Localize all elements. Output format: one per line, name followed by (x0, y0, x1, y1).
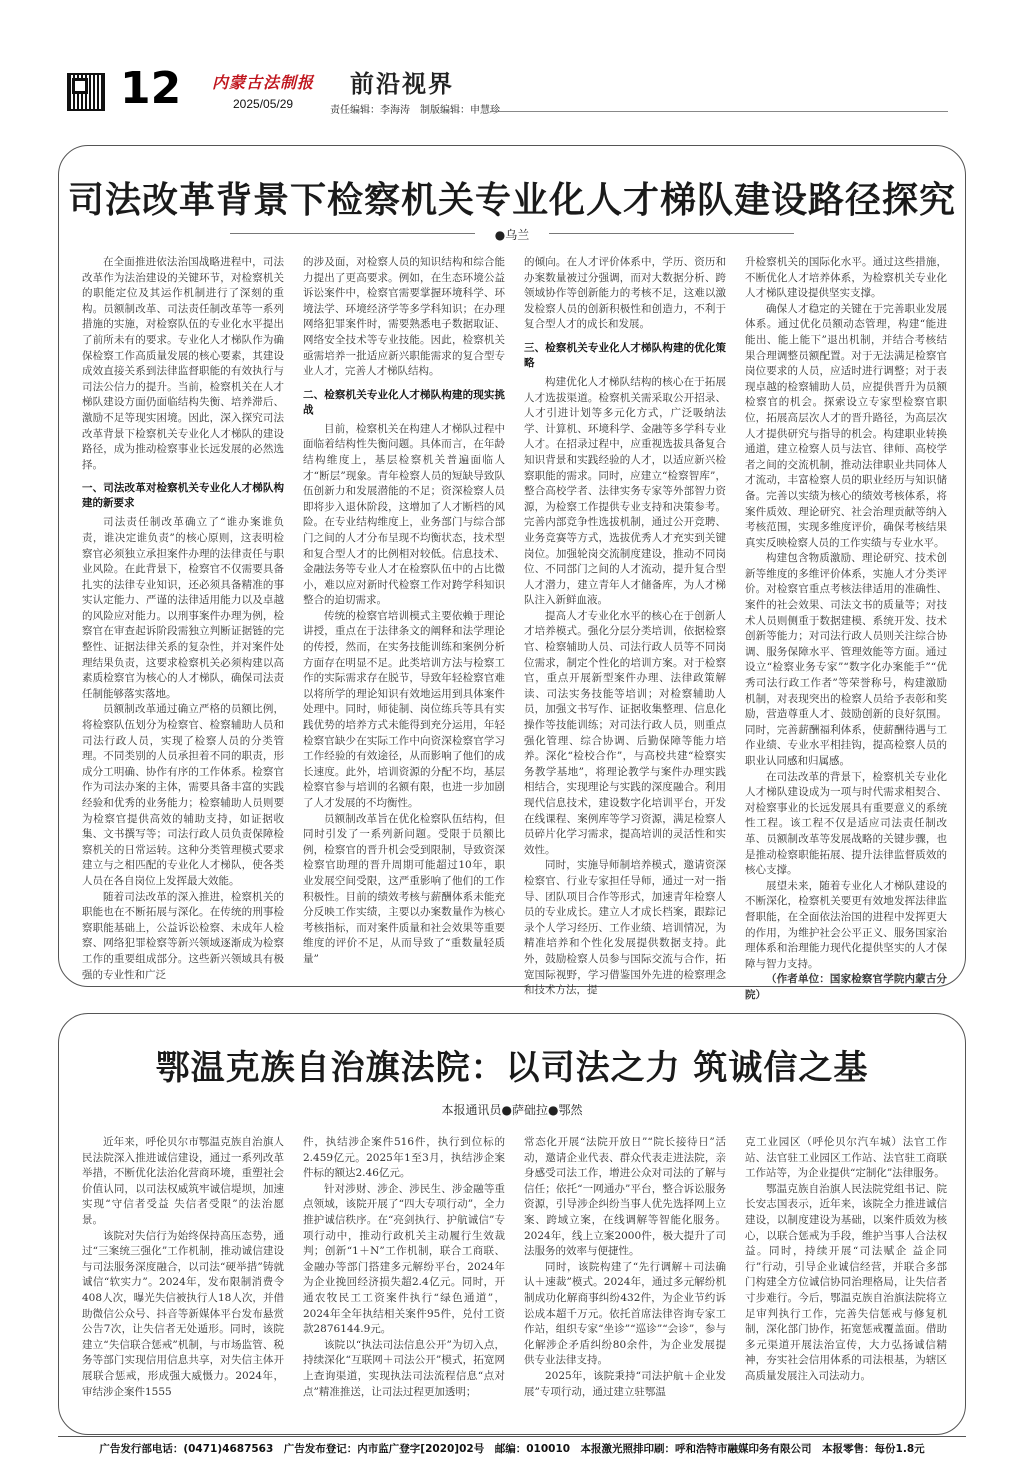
header-divider (490, 111, 948, 112)
byline-rule-right (549, 233, 794, 234)
paragraph: 构建包含物质激励、理论研究、技术创新等维度的多维评价体系，实施人才分类评价。对检察官重点考核法律适用的准确性、案件的社会效果、司法文书的质量等；对技术人员则侧重于数据建模、系统开发、技术创新等能力；对司法行政人员则关注综合协调、服务保障水平、管理效能等方面。通过设立“检察业务专家”“数字化办案能手”“优秀司法行政工作者”等荣誉称号，构建激励机制，对表现突出的检察人员给予表彰和奖励，营造尊重人才、鼓励创新的良好氛围。同时，完善薪酬福利体系，使薪酬待遇与工作业绩、专业水平相挂钩，提高检察人员的职业认同感和归属感。 (745, 552, 947, 767)
paragraph: 随着司法改革的深入推进，检察机关的职能也在不断拓展与深化。在传统的刑事检察职能基础上，公益诉讼检察、未成年人检察、网络犯罪检察等新兴领域逐渐成为检察工作的重要组成部分。这些新兴领域具有极强的专业性和广泛 (82, 890, 284, 981)
section-heading: 二、检察机关专业化人才梯队构建的现实挑战 (303, 388, 505, 416)
paragraph: 常态化开展“法院开放日”“院长接待日”活动，邀请企业代表、群众代表走进法院，亲身感受司法工作，增进公众对司法的了解与信任；依托“一网通办”平台，整合诉讼服务资源，引导涉企纠纷当事人优先选择网上立案、跨域立案，在线调解等智能化服务。2024年，线上立案2000件，极大提升了司法服务的效率与便捷性。 (524, 1136, 726, 1258)
paragraph: 在司法改革的背景下，检察机关专业化人才梯队建设成为一项与时代需求相契合、对检察事业的长远发展具有重要意义的系统性工程。该工程不仅是适应司法责任制改革、员额制改革等发展战略的关键步骤，也是推动检察职能拓展、提升法律监督质效的核心支撑。 (745, 770, 947, 877)
article-1-column-3 (524, 255, 726, 997)
article-2-column-1 (82, 1135, 284, 1420)
paragraph: 司法责任制改革确立了“谁办案谁负责，谁决定谁负责”的核心原则，这表明检察官必须独立承担案件办理的法律责任与职业风险。在此背景下，检察官不仅需要具备扎实的法律专业知识，还必须具备精准的事实认定能力、严谨的法律适用能力以及卓越的风险应对能力。以刑事案件办理为例，检察官在审查起诉阶段需独立判断证据链的完整性、证据法律关系的复杂性，并对案件处理结果负责，这要求检察机关必须构建以高素质检察官为核心的人才梯队，确保司法责任制能够落实落地。 (82, 516, 284, 700)
footer-divider (58, 1436, 966, 1437)
paragraph: 同时，实施导师制培养模式，邀请资深检察官、行业专家担任导师，通过一对一指导、团队项目合作等形式，加速青年检察人员的专业成长。建立人才成长档案，跟踪记录个人学习经历、工作业绩、培训情况，为精准培养和个性化发展提供数据支持。此外，鼓励检察人员参与国际交流与合作，拓宽国际视野，学习借鉴国外先进的检察理念和技术方法，提 (524, 859, 726, 997)
article-1-title[interactable]: 司法改革背景下检察机关专业化人才梯队建设路径探究 (67, 179, 956, 221)
paragraph: 提高人才专业化水平的核心在于创新人才培养模式。强化分层分类培训，依据检察官、检察辅助人员、司法行政人员等不同岗位需求，制定个性化的培训方案。对于检察官，重点开展新型案件办理、法律政策解读、司法实务技能等培训；对检察辅助人员，加强文书写作、证据收集整理、信息化操作等技能训练；对司法行政人员，则重点强化管理、综合协调、后勤保障等能力培养。深化“检校合作”，与高校共建“检察实务教学基地”，将理论教学与案件办理实践相结合，实现理论与实践的深度融合。利用现代信息技术，建设数字化培训平台，开发在线课程、案例库等学习资源，满足检察人员碎片化学习需求，提高培训的灵活性和实效性。 (524, 609, 726, 856)
paragraph: 近年来，呼伦贝尔市鄂温克族自治旗人民法院深入推进诚信建设，通过一系列改革举措，不断优化法治化营商环境，重塑社会价值认同，以司法权威筑牢诚信堤坝，加速实现“守信者受益 失信者受限”的法治愿景。 (82, 1136, 284, 1226)
paragraph: 的涉及面，对检察人员的知识结构和综合能力提出了更高要求。例如，在生态环境公益诉讼案件中，检察官需要掌握环境科学、环境法学、环境经济学等多学科知识；在办理网络犯罪案件时，需要熟悉电子数据取证、网络安全技术等专业技能。因此，检察机关亟需培养一批适应新兴职能需求的复合型专业人才，完善人才梯队结构。 (303, 256, 505, 378)
section-heading: 一、司法改革对检察机关专业化人才梯队构建的新要求 (82, 482, 284, 510)
paragraph: 在全面推进依法治国战略进程中，司法改革作为法治建设的关键环节，对检察机关的职能定位及其运作机制进行了深刻的重构。员额制改革、司法责任制改革等一系列措施的实施，对检察队伍的专业化水平提出了前所未有的要求。专业化人才梯队作为确保检察工作高质量发展的核心要素，其建设成效直接关系到法律监督职能的有效执行与司法公信力的提升。当前，检察机关在人才梯队建设方面仍面临结构失衡、培养滞后、激励不足等现实困境。因此，深入探究司法改革背景下检察机关专业化人才梯队的建设路径，成为推动检察事业长远发展的必然选择。 (82, 256, 284, 471)
paragraph: 鄂温克族自治旗人民法院党组书记、院长安志国表示，近年来，该院全力推进诚信建设，以制度建设为基础，以案件质效为核心，以联合惩戒为手段，维护当事人合法权益。同时，持续开展“司法赋企 益企同行”行动，引导企业诚信经营，并联合多部门构建全方位诚信协同治理格局，让失信者寸步难行。今后，鄂温克族自治旗法院将立足审判执行工作，完善失信惩戒与修复机制，深化部门协作，拓宽惩戒覆盖面。借助多元渠道开展法治宣传，大力弘扬诚信精神，夯实社会信用体系的司法根基，为辖区高质量发展注入司法动力。 (745, 1182, 947, 1382)
paragraph: 针对涉财、涉企、涉民生、涉金融等重点领域，该院开展了“四大专项行动”，全力推护诚信秩序。在“亮剑执行、护航诚信”专项行动中，推动行政机关主动履行生效裁判；创新“1＋N”工作机制，联合工商联、金融办等部门搭建多元解纷平台，2024年为企业挽回经济损失超2.4亿元。同时，开通农牧民工工资案件执行“绿色通道”，2024年全年执结相关案件95件，兑付工资款2876144.9元。 (303, 1182, 505, 1336)
article-2-column-4 (745, 1135, 947, 1420)
article-2-column-2 (303, 1135, 505, 1420)
paragraph: 该院对失信行为始终保持高压态势，通过“三案统三强化”工作机制，推动诚信建设与司法服务深度融合，以司法“硬举措”铸就诚信“软实力”。2024年，发布限制消费令408人次，曝光失信被执行人18人次，并借助微信公众号、抖音等新媒体平台发布悬赏公告7次，让失信者无处遁形。同时，该院建立“失信联合惩戒”机制，与市场监管、税务等部门实现信用信息共享，对失信主体开展联合惩戒，形成强大威慑力。2024年，审结涉企案件1555 (82, 1229, 284, 1398)
editor-credits: 责任编辑：李海涛 制版编辑：申慧珍 (330, 105, 500, 116)
article-1-column-1 (82, 255, 284, 981)
article-1-byline: ●乌兰 (494, 228, 530, 242)
page-number: 12 (120, 63, 182, 114)
qr-code (67, 73, 105, 111)
paragraph: 员额制改革旨在优化检察队伍结构，但同时引发了一系列新问题。受限于员额比例，检察官的晋升机会受到限制，导致资深检察官助理的晋升周期可能超过10年，职业发展空间受限，这严重影响了他们的工作积极性。目前的绩效考核与薪酬体系未能充分反映工作实绩，主要以办案数量作为核心考核指标，而对案件质量和社会效果等重要维度的评价不足，从而导致了“重数量轻质量” (303, 812, 505, 965)
article-2-column-3 (524, 1135, 726, 1420)
paragraph: 目前，检察机关在构建人才梯队过程中面临着结构性失衡问题。具体而言，在年龄结构维度上，基层检察机关普遍面临人才“断层”现象。青年检察人员的短缺导致队伍创新力和发展潜能的不足；资深检察人员即将步入退休阶段，这增加了人才断档的风险。在专业结构维度上，业务部门与综合部门之间的人才分布呈现不均衡状态，技术型和复合型人才的比例相对较低。信息技术、金融法务等专业人才在检察队伍中的占比微小，难以应对新时代检察工作对跨学科知识整合的迫切需求。 (303, 422, 505, 607)
article-2-title[interactable]: 鄂温克族自治旗法院：以司法之力 筑诚信之基 (155, 1048, 869, 1088)
paragraph: 件，执结涉企案件516件，执行到位标的2.459亿元。2025年1至3月，执结涉企案件标的额达2.46亿元。 (303, 1136, 505, 1180)
paragraph: 同时，该院构建了“先行调解＋司法确认＋速裁”模式。2024年，通过多元解纷机制成功化解商事纠纷432件，为企业节约诉讼成本超千万元。依托首席法律咨询专家工作站，组织专家“坐诊”“巡诊”“会诊”，参与化解涉企矛盾纠纷80余件，为企业发展提供专业法律支持。 (524, 1260, 726, 1367)
section-heading: 三、检察机关专业化人才梯队构建的优化策略 (524, 341, 726, 369)
paragraph: 员额制改革通过确立严格的员额比例，将检察队伍划分为检察官、检察辅助人员和司法行政人员，实现了检察人员的分类管理。不同类别的人员承担着不同的职责，形成分工明确、协作有序的工作体系。检察官作为司法办案的主体，需要具备丰富的实践经验和优秀的业务能力；检察辅助人员则要为检察官提供高效的辅助支持，如证据收集、文书撰写等；司法行政人员负责保障检察机关的日常运转。这种分类管理模式要求建立与之相匹配的专业化人才梯队，使各类人员在各自岗位上发挥最大效能。 (82, 703, 284, 887)
footer-info: 广告发行部电话：(0471)4687563 广告发布登记：内市监广登字[2020]02号 邮编：010010 本报激光照排印刷：呼和浩特市融媒印务有限公司 本报零售：每份1.8元 (99, 1443, 925, 1455)
section-title: 前沿视界 (350, 69, 454, 98)
paragraph: 构建优化人才梯队结构的核心在于拓展人才选拔渠道。检察机关需采取公开招录、人才引进计划等多元化方式，广泛吸纳法学、计算机、环境科学、金融等多学科专业人才。在招录过程中，应重视选拔具备复合知识背景和实践经验的人才，以适应新兴检察职能的需求。同时，应建立“检察智库”，整合高校学者、法律实务专家等外部智力资源，为检察工作提供专业支持和决策参考。完善内部竞争性选拔机制，通过公开竞聘、业务竞赛等方式，选拔优秀人才充实到关键岗位。加强轮岗交流制度建设，推动不同岗位、不同部门之间的人才流动，提升复合型人才潜力，建立青年人才储备库，为人才梯队注入新鲜血液。 (524, 375, 726, 607)
paragraph: 确保人才稳定的关键在于完善职业发展体系。通过优化员额动态管理，构建“能进能出、能上能下”退出机制，并结合考核结果合理调整员额配置。对于无法满足检察官岗位要求的人员，应适时进行调整；对于表现卓越的检察辅助人员，应提供晋升为员额检察官的机会。探索设立专家型检察官职位，拓展高层次人才的晋升路径，为高层次人才提供研究与指导的机会。构建职业转换通道，建立检察人员与法官、律师、高校学者之间的交流机制，推动法律职业共同体人才流动，丰富检察人员的职业经历与知识储备。完善以实绩为核心的绩效考核体系，将案件质效、理论研究、社会治理贡献等纳入考核范围，实现多维度评价，确保考核结果真实反映检察人员的工作实绩与专业水平。 (745, 302, 947, 549)
article-1-column-2 (303, 255, 505, 970)
issue-date: 2025/05/29 (233, 97, 294, 111)
author-affiliation: （作者单位：国家检察官学院内蒙古分院） (745, 973, 947, 1001)
paragraph: 升检察机关的国际化水平。通过这些措施，不断优化人才培养体系，为检察机关专业化人才梯队建设提供坚实支撑。 (745, 256, 947, 300)
paragraph: 2025年，该院秉持“司法护航＋企业发展”专项行动，通过建立驻鄂温 (524, 1369, 726, 1398)
newspaper-logo: 内蒙古法制报 (212, 73, 315, 92)
paragraph: 该院以“执法司法信息公开”为切入点，持续深化“互联网＋司法公开”模式，拓宽网上查询渠道，实现执法司法流程信息“点对点”精准推送，让司法过程更加透明； (303, 1338, 505, 1398)
paragraph: 克工业园区（呼伦贝尔汽车城）法官工作站、法官驻工业园区工作站、法官驻工商联工作站等，为企业提供“定制化”法律服务。 (745, 1136, 947, 1180)
paragraph: 传统的检察官培训模式主要依赖于理论讲授，重点在于法律条文的阐释和法学理论的传授，然而，在实务技能训练和案例分析方面存在明显不足。此类培训方法与检察工作的实际需求存在脱节，导致年轻检察官难以将所学的理论知识有效地运用到具体案件处理中。同时，师徒制、岗位练兵等具有实践优势的培养方式未能得到充分运用，年轻检察官缺少在实际工作中向资深检察官学习工作经验的有效途径，从而影响了他们的成长速度。此外，培训资源的分配不均，基层检察官参与培训的名额有限，也进一步加剧了人才发展的不均衡性。 (303, 609, 505, 809)
paragraph: 的倾向。在人才评价体系中，学历、资历和办案数量被过分强调，而对大数据分析、跨领域协作等创新能力的考核不足，这难以激发检察人员的创新积极性和创造力，不利于复合型人才的成长和发展。 (524, 256, 726, 331)
paragraph: 展望未来，随着专业化人才梯队建设的不断深化，检察机关要更有效地发挥法律监督职能，在全面依法治国的进程中发挥更大的作用，为维护社会公平正义、服务国家治理体系和治理能力现代化提供坚实的人才保障与智力支持。 (745, 879, 947, 970)
article-1-column-4 (745, 255, 947, 1001)
article-2-byline: 本报通讯员●萨础拉●鄂然 (441, 1103, 583, 1117)
